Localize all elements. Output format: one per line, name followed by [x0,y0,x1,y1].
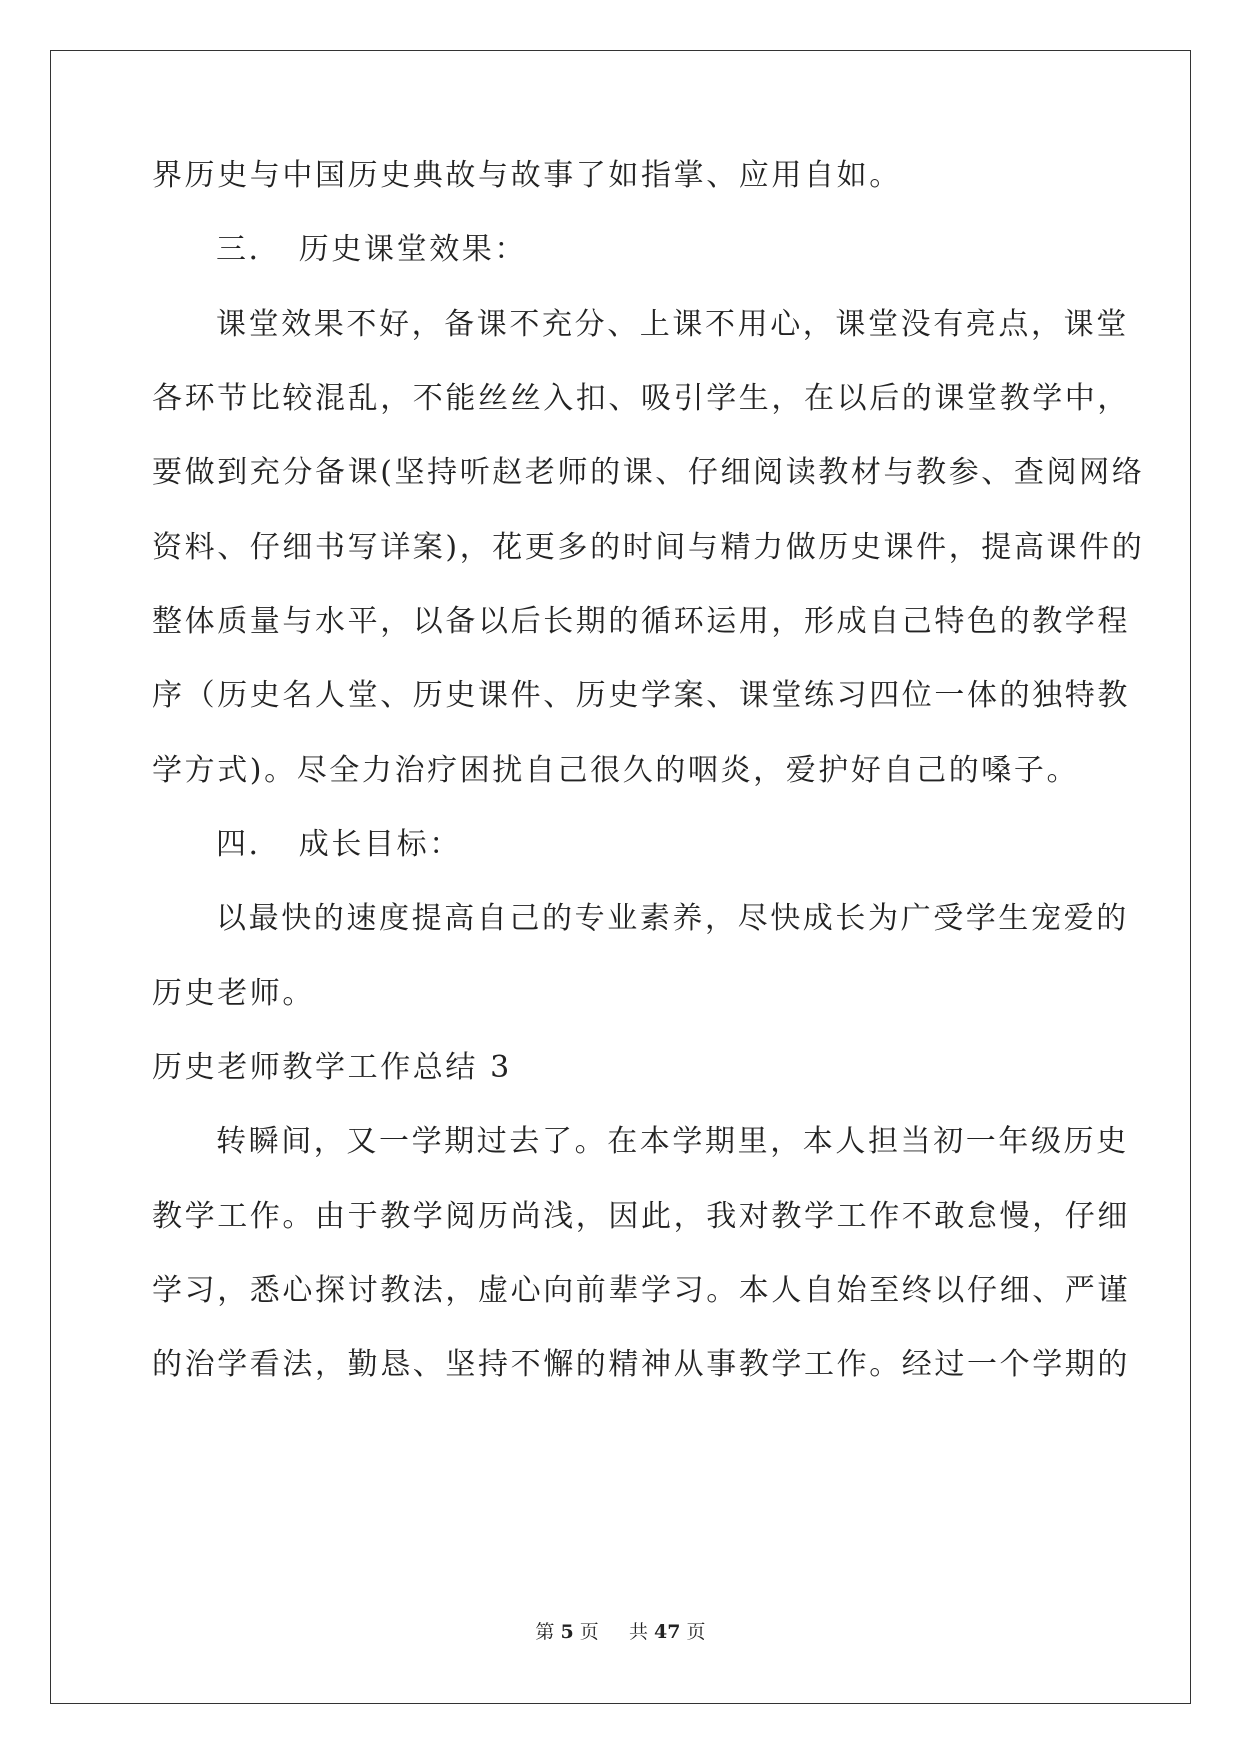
page-number: 5 [560,1621,574,1643]
text-line: 历史老师。 [152,976,315,1011]
text-line: 转瞬间，又一学期过去了。在本学期里，本人担当初一年级历史 [216,1124,1129,1159]
text-line: 课堂效果不好，备课不充分、上课不用心，课堂没有亮点，课堂 [216,307,1129,342]
text-line: 资料、仔细书写详案)，花更多的时间与精力做历史课件，提高课件的 [152,530,1145,565]
text-line: 教学工作。由于教学阅历尚浅，因此，我对教学工作不敢怠慢，仔细 [152,1199,1130,1234]
total-pages: 47 [654,1621,681,1643]
text-line: 各环节比较混乱，不能丝丝入扣、吸引学生，在以后的课堂教学中， [152,381,1130,416]
text-line: 整体质量与水平，以备以后长期的循环运用，形成自己特色的教学程 [152,604,1130,639]
text-line: 以最快的速度提高自己的专业素养，尽快成长为广受学生宠爱的 [216,901,1129,936]
text-line: 学方式)。尽全力治疗困扰自己很久的咽炎，爱护好自己的嗓子。 [152,753,1080,788]
section-heading: 四． 成长目标： [216,827,462,862]
footer-prefix: 第 [535,1621,555,1643]
text-line: 学习，悉心探讨教法，虚心向前辈学习。本人自始至终以仔细、严谨 [152,1273,1130,1308]
text-line: 要做到充分备课(坚持听赵老师的课、仔细阅读教材与教参、查阅网络 [152,455,1145,490]
text-line: 的治学看法，勤恳、坚持不懈的精神从事教学工作。经过一个学期的 [152,1347,1130,1382]
document-title: 历史老师教学工作总结 3 [152,1050,512,1085]
footer-page-suffix: 页 [579,1621,599,1643]
section-heading: 三． 历史课堂效果： [216,232,527,267]
text-line: 界历史与中国历史典故与故事了如指掌、应用自如。 [152,158,902,193]
text-line: 序（历史名人堂、历史课件、历史学案、课堂练习四位一体的独特教 [152,678,1130,713]
page-footer [0,1617,1241,1644]
page-border [50,50,1191,1704]
footer-total-suffix: 页 [686,1621,706,1643]
footer-total-prefix: 共 [628,1621,648,1643]
